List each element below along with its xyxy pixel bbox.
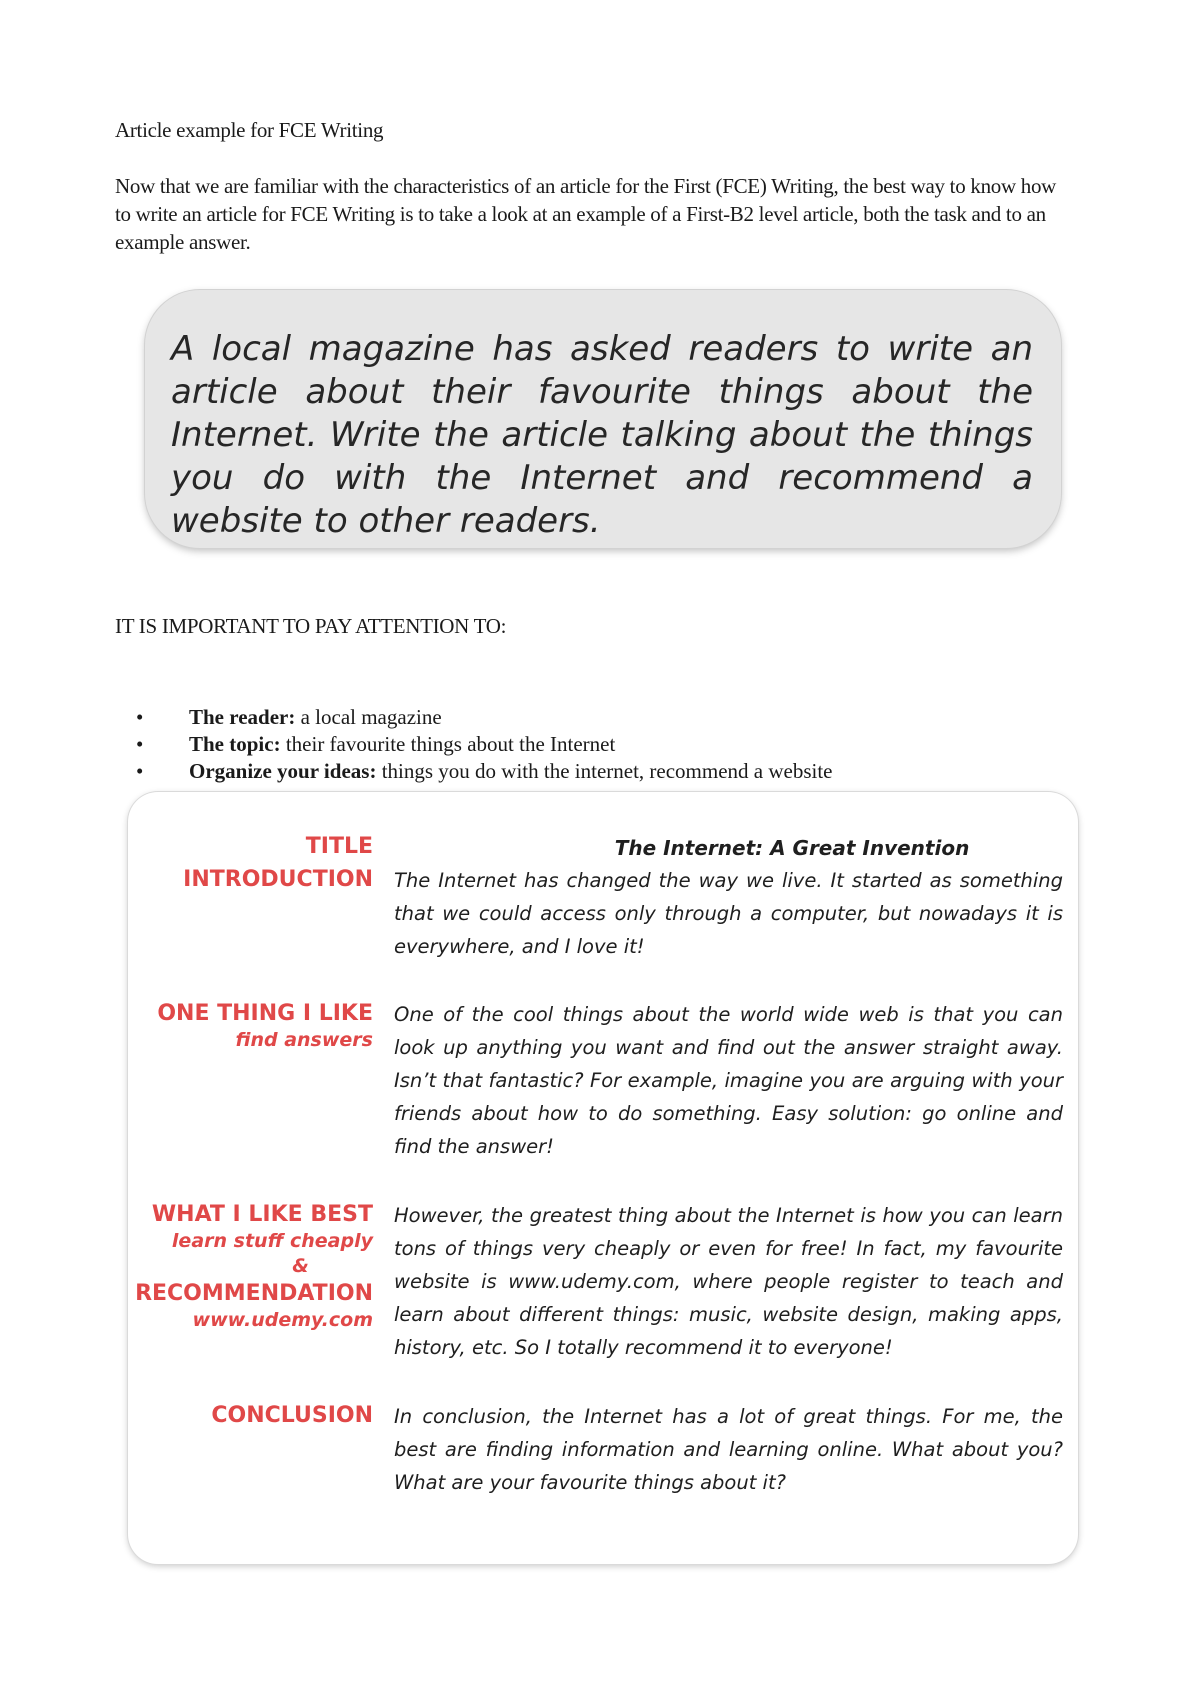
bullet-text: their favourite things about the Internet	[280, 732, 616, 756]
section-label-conclusion: CONCLUSION	[211, 1403, 373, 1428]
section-label-title: TITLE	[305, 834, 373, 859]
bullet-icon: •	[136, 759, 144, 783]
section-sublabel-website: www.udemy.com	[192, 1309, 373, 1331]
best-text: However, the greatest thing about the Internet is how you can learn tons of things very cheaply or even for free! In fact, my favourite website is www.udemy.com, where people register to teach and learn about different things: music, website design, making apps, history, etc. So I totally recommend it to everyone!	[394, 1204, 1063, 1359]
intro-paragraph: Now that we are familiar with the characteristics of an article for the First (FCE) Writing, the best way to know how to write an article for FCE Writing is to take a look at an example of a First-B2 level article, both the task and to an example answer.	[115, 174, 1057, 254]
bullet-icon: •	[136, 732, 144, 756]
task-box	[145, 290, 1061, 548]
section-label-best: WHAT I LIKE BEST	[151, 1202, 373, 1227]
example-answer-box	[128, 792, 1078, 1564]
section-label-one-thing: ONE THING I LIKE	[157, 1001, 373, 1026]
introduction-text: The Internet has changed the way we live. It started as something that we could access only through a computer, but nowadays it is everywhere, and I love it!	[394, 869, 1063, 958]
list-item	[115, 731, 1015, 758]
list-item	[115, 758, 1015, 785]
attention-heading: IT IS IMPORTANT TO PAY ATTENTION TO:	[115, 614, 507, 638]
section-label-introduction: INTRODUCTION	[183, 867, 373, 892]
task-text: A local magazine has asked readers to write an article about their favourite things about the Internet. Write the article talking about the things you do with the Internet and recommend a website to other readers.	[171, 329, 1033, 541]
bullet-label: The topic:	[189, 732, 281, 756]
list-item	[115, 704, 1015, 731]
one-thing-text: One of the cool things about the world wide web is that you can look up anything you want and find out the answer straight away. Isn’t that fantastic? For example, imagine you are arguing with your friends about how to do something. Easy solution: go online and find the answer!	[394, 1003, 1063, 1158]
bullet-icon: •	[136, 705, 144, 729]
section-label-recommendation: RECOMMENDATION	[135, 1281, 373, 1306]
conclusion-text: In conclusion, the Internet has a lot of great things. For me, the best are finding information and learning online. What about you? What are your favourite things about it?	[394, 1405, 1063, 1494]
section-sublabel-find-answers: find answers	[235, 1029, 373, 1051]
bullet-label: The reader:	[189, 705, 296, 729]
article-title: The Internet: A Great Invention	[614, 836, 970, 860]
section-sublabel-ampersand: &	[292, 1255, 309, 1277]
bullet-text: a local magazine	[295, 705, 442, 729]
bullet-text: things you do with the internet, recommend a website	[376, 759, 833, 783]
section-sublabel-learn-cheaply: learn stuff cheaply	[171, 1230, 373, 1252]
document-title: Article example for FCE Writing	[115, 118, 384, 142]
bullet-label: Organize your ideas:	[189, 759, 377, 783]
attention-list	[115, 704, 1015, 785]
